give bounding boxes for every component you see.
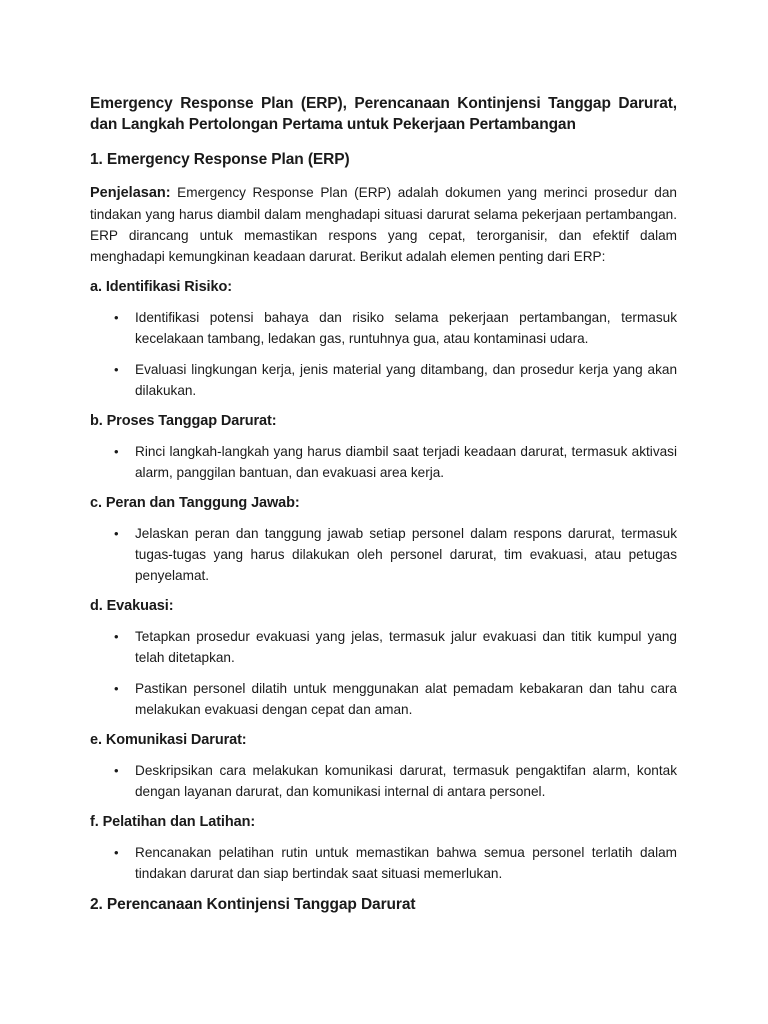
list-item-text: Jelaskan peran dan tanggung jawab setiap personel dalam respons darurat, termasuk tugas-tugas yang harus dilakukan oleh personel darurat, tim evakuasi, atau petugas penyelamat.: [135, 526, 677, 583]
list-item: [90, 760, 677, 802]
bullet-icon: •: [114, 362, 119, 377]
list-item: [90, 307, 677, 349]
paragraph-lead: Penjelasan:: [90, 185, 171, 201]
bullet-icon: •: [114, 681, 119, 696]
bullet-icon: •: [114, 526, 119, 541]
section-1-paragraph: [90, 182, 677, 267]
list-item-text: Evaluasi lingkungan kerja, jenis material yang ditambang, dan prosedur kerja yang akan dilakukan.: [135, 362, 677, 398]
subsection-b-list: [90, 441, 677, 483]
bullet-icon: •: [114, 763, 119, 778]
bullet-icon: •: [114, 629, 119, 644]
subsection-c-heading: c. Peran dan Tanggung Jawab:: [90, 495, 300, 511]
list-item: [90, 359, 677, 401]
bullet-icon: •: [114, 845, 119, 860]
list-item: [90, 678, 677, 720]
section-1-heading: 1. Emergency Response Plan (ERP): [90, 151, 350, 168]
bullet-icon: •: [114, 310, 119, 325]
subsection-d-heading: d. Evakuasi:: [90, 598, 174, 614]
bullet-icon: •: [114, 444, 119, 459]
list-item-text: Deskripsikan cara melakukan komunikasi darurat, termasuk pengaktifan alarm, kontak dengan layanan darurat, dan komunikasi internal di antara personel.: [135, 763, 677, 799]
subsection-f-list: [90, 842, 677, 884]
list-item-text: Rencanakan pelatihan rutin untuk memastikan bahwa semua personel terlatih dalam tindakan darurat dan siap bertindak saat situasi memerlukan.: [135, 845, 677, 881]
section-2-heading: 2. Perencanaan Kontinjensi Tanggap Darurat: [90, 896, 416, 913]
subsection-e-heading: e. Komunikasi Darurat:: [90, 732, 247, 748]
subsection-c-list: [90, 523, 677, 586]
subsection-d-list: [90, 626, 677, 720]
list-item-text: Rinci langkah-langkah yang harus diambil saat terjadi keadaan darurat, termasuk aktivasi alarm, panggilan bantuan, dan evakuasi area kerja.: [135, 444, 677, 480]
list-item: [90, 523, 677, 586]
document-body: [90, 93, 677, 915]
list-item: [90, 626, 677, 668]
subsection-b-heading: b. Proses Tanggap Darurat:: [90, 413, 277, 429]
list-item-text: Identifikasi potensi bahaya dan risiko selama pekerjaan pertambangan, termasuk kecelakaan tambang, ledakan gas, runtuhnya gua, atau kontaminasi udara.: [135, 310, 677, 346]
document-title: Emergency Response Plan (ERP), Perencanaan Kontinjensi Tanggap Darurat, dan Langkah Pertolongan Pertama untuk Pekerjaan Pertambangan: [90, 95, 677, 133]
paragraph-text: Emergency Response Plan (ERP) adalah dokumen yang merinci prosedur dan tindakan yang harus diambil dalam menghadapi situasi darurat selama pekerjaan pertambangan. ERP dirancang untuk memastikan respons yang cepat, terorganisir, dan efektif dalam menghadapi kemungkinan keadaan darurat. Berikut adalah elemen penting dari ERP:: [90, 185, 677, 264]
list-item-text: Pastikan personel dilatih untuk menggunakan alat pemadam kebakaran dan tahu cara melakukan evakuasi dengan cepat dan aman.: [135, 681, 677, 717]
subsection-f-heading: f. Pelatihan dan Latihan:: [90, 814, 256, 830]
subsection-a-list: [90, 307, 677, 401]
subsection-a-heading: a. Identifikasi Risiko:: [90, 279, 232, 295]
list-item-text: Tetapkan prosedur evakuasi yang jelas, termasuk jalur evakuasi dan titik kumpul yang telah ditetapkan.: [135, 629, 677, 665]
list-item: [90, 842, 677, 884]
list-item: [90, 441, 677, 483]
subsection-e-list: [90, 760, 677, 802]
